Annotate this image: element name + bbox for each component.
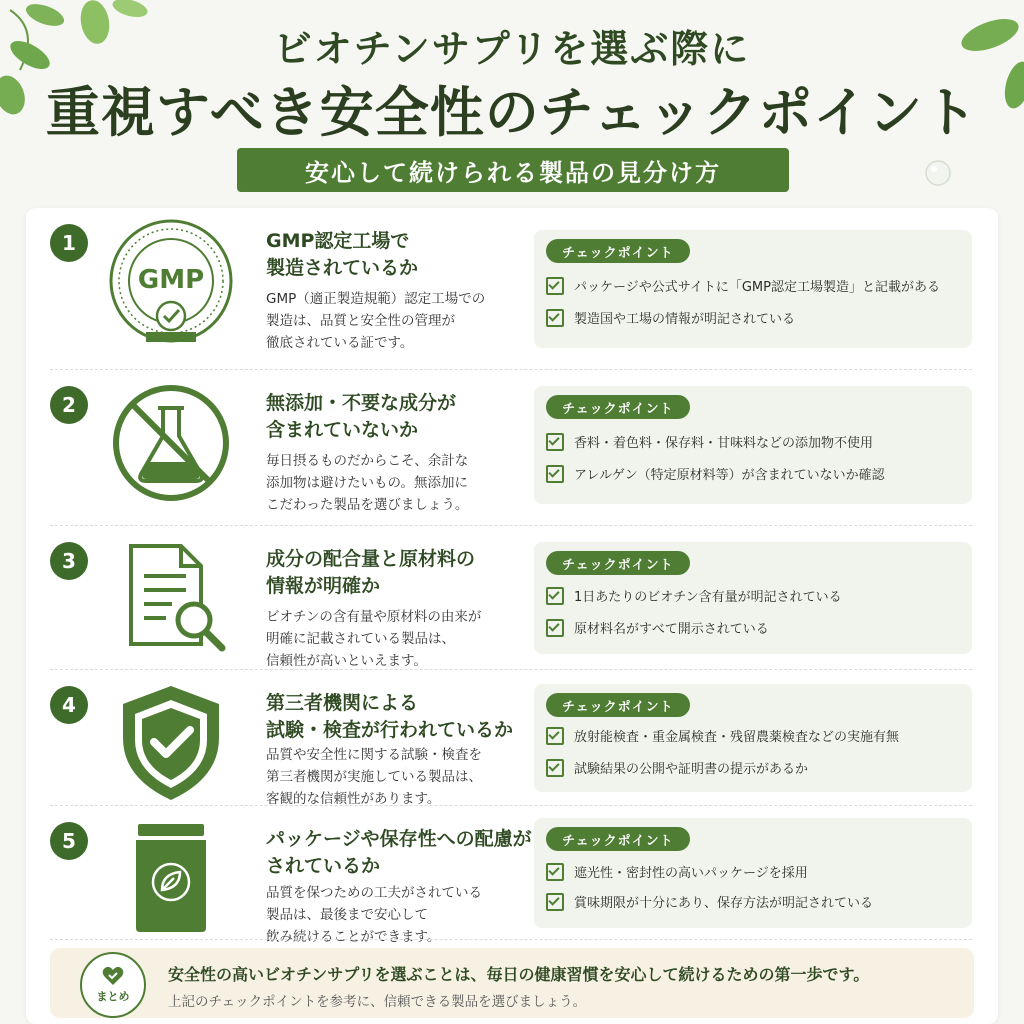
checklist-item: アレルゲン（特定原材料等）が含まれていないか確認 bbox=[546, 464, 885, 483]
point-heading: パッケージや保存性への配慮が されているか bbox=[266, 828, 532, 877]
gmp-seal-label: GMP bbox=[137, 265, 205, 295]
checkbox-icon bbox=[546, 727, 564, 745]
checkpoint-box bbox=[534, 684, 972, 792]
checkpoint-card bbox=[26, 208, 998, 1024]
checklist-item: 製造国や工場の情報が明記されている bbox=[546, 308, 795, 327]
checkpoint-pill: チェックポイント bbox=[546, 693, 690, 717]
heart-check-icon bbox=[102, 966, 124, 986]
checkpoint-box bbox=[534, 542, 972, 654]
checkpoint-pill: チェックポイント bbox=[546, 239, 690, 263]
point-number: 3 bbox=[50, 542, 88, 580]
point-description: GMP（適正製造規範）認定工場での 製造は、品質と安全性の管理が 徹底されている証です。 bbox=[266, 291, 486, 351]
summary-main-text: 安全性の高いビオチンサプリを選ぶことは、毎日の健康習慣を安心して続けるための第一歩です。 bbox=[168, 965, 870, 984]
checklist-item: 賞味期限が十分にあり、保存方法が明記されている bbox=[546, 892, 873, 911]
point-number: 1 bbox=[50, 224, 88, 262]
checkpoint-box bbox=[534, 386, 972, 504]
checkbox-icon bbox=[546, 759, 564, 777]
point-heading: GMP認定工場で 製造されているか bbox=[266, 230, 419, 279]
checkbox-icon bbox=[546, 309, 564, 327]
summary-badge bbox=[80, 952, 146, 1018]
checkpoint-pill: チェックポイント bbox=[546, 827, 690, 851]
checkbox-icon bbox=[546, 277, 564, 295]
summary-box bbox=[50, 948, 974, 1018]
point-description: ビオチンの含有量や原材料の由来が 明確に記載されている製品は、 信頼性が高いといえます。 bbox=[266, 609, 482, 669]
point-number: 5 bbox=[50, 822, 88, 860]
water-drop-decoration bbox=[920, 155, 960, 195]
checkpoint-box bbox=[534, 230, 972, 348]
point-description: 品質を保つための工夫がされている 製品は、最後まで安心して 飲み続けることができます。 bbox=[266, 885, 482, 945]
checklist-item: 遮光性・密封性の高いパッケージを採用 bbox=[546, 862, 808, 881]
point-heading: 無添加・不要な成分が 含まれていないか bbox=[266, 392, 457, 441]
no-additives-flask-icon bbox=[106, 378, 236, 508]
checklist-item: 香料・着色料・保存料・甘味料などの添加物不使用 bbox=[546, 432, 873, 451]
checklist-item: 放射能検査・重金属検査・残留農薬検査などの実施有無 bbox=[546, 726, 899, 745]
subtitle-banner: 安心して続けられる製品の見分け方 bbox=[237, 148, 789, 192]
pouch-package-icon bbox=[106, 814, 236, 944]
checklist-item: 試験結果の公開や証明書の提示があるか bbox=[546, 758, 808, 777]
point-description: 毎日摂るものだからこそ、余計な 添加物は避けたいもの。無添加に こだわった製品を選びましょう。 bbox=[266, 453, 469, 513]
gmp-seal-icon bbox=[106, 216, 236, 346]
point-description: 品質や安全性に関する試験・検査を 第三者機関が実施している製品は、 客観的な信頼性があります。 bbox=[266, 747, 482, 807]
checkbox-icon bbox=[546, 893, 564, 911]
checkpoint-pill: チェックポイント bbox=[546, 395, 690, 419]
checkbox-icon bbox=[546, 863, 564, 881]
checkpoint-box bbox=[534, 818, 972, 928]
point-number: 4 bbox=[50, 686, 88, 724]
row-divider bbox=[50, 939, 972, 940]
document-magnifier-icon bbox=[106, 534, 236, 664]
checkbox-icon bbox=[546, 619, 564, 637]
point-row-4 bbox=[26, 670, 998, 806]
point-row-3 bbox=[26, 526, 998, 670]
checklist-item: 原材料名がすべて開示されている bbox=[546, 618, 769, 637]
title-line-1: ビオチンサプリを選ぶ際に bbox=[273, 26, 751, 71]
checklist-item: パッケージや公式サイトに「GMP認定工場製造」と記載がある bbox=[546, 276, 940, 295]
point-number: 2 bbox=[50, 386, 88, 424]
title-line-2: 重視すべき安全性のチェックポイント bbox=[45, 80, 979, 144]
point-row-1 bbox=[26, 208, 998, 370]
summary-sub-text: 上記のチェックポイントを参考に、信頼できる製品を選びましょう。 bbox=[168, 994, 587, 1010]
point-heading: 第三者機関による 試験・検査が行われているか bbox=[266, 692, 514, 741]
checklist-item: 1日あたりのビオチン含有量が明記されている bbox=[546, 586, 842, 605]
point-row-5 bbox=[26, 806, 998, 945]
checkbox-icon bbox=[546, 433, 564, 451]
summary-badge-label: まとめ bbox=[96, 990, 130, 1003]
point-row-2 bbox=[26, 370, 998, 526]
point-heading: 成分の配合量と原材料の 情報が明確か bbox=[266, 548, 476, 597]
checkpoint-pill: チェックポイント bbox=[546, 551, 690, 575]
checkbox-icon bbox=[546, 587, 564, 605]
shield-check-icon bbox=[106, 678, 236, 808]
checkbox-icon bbox=[546, 465, 564, 483]
